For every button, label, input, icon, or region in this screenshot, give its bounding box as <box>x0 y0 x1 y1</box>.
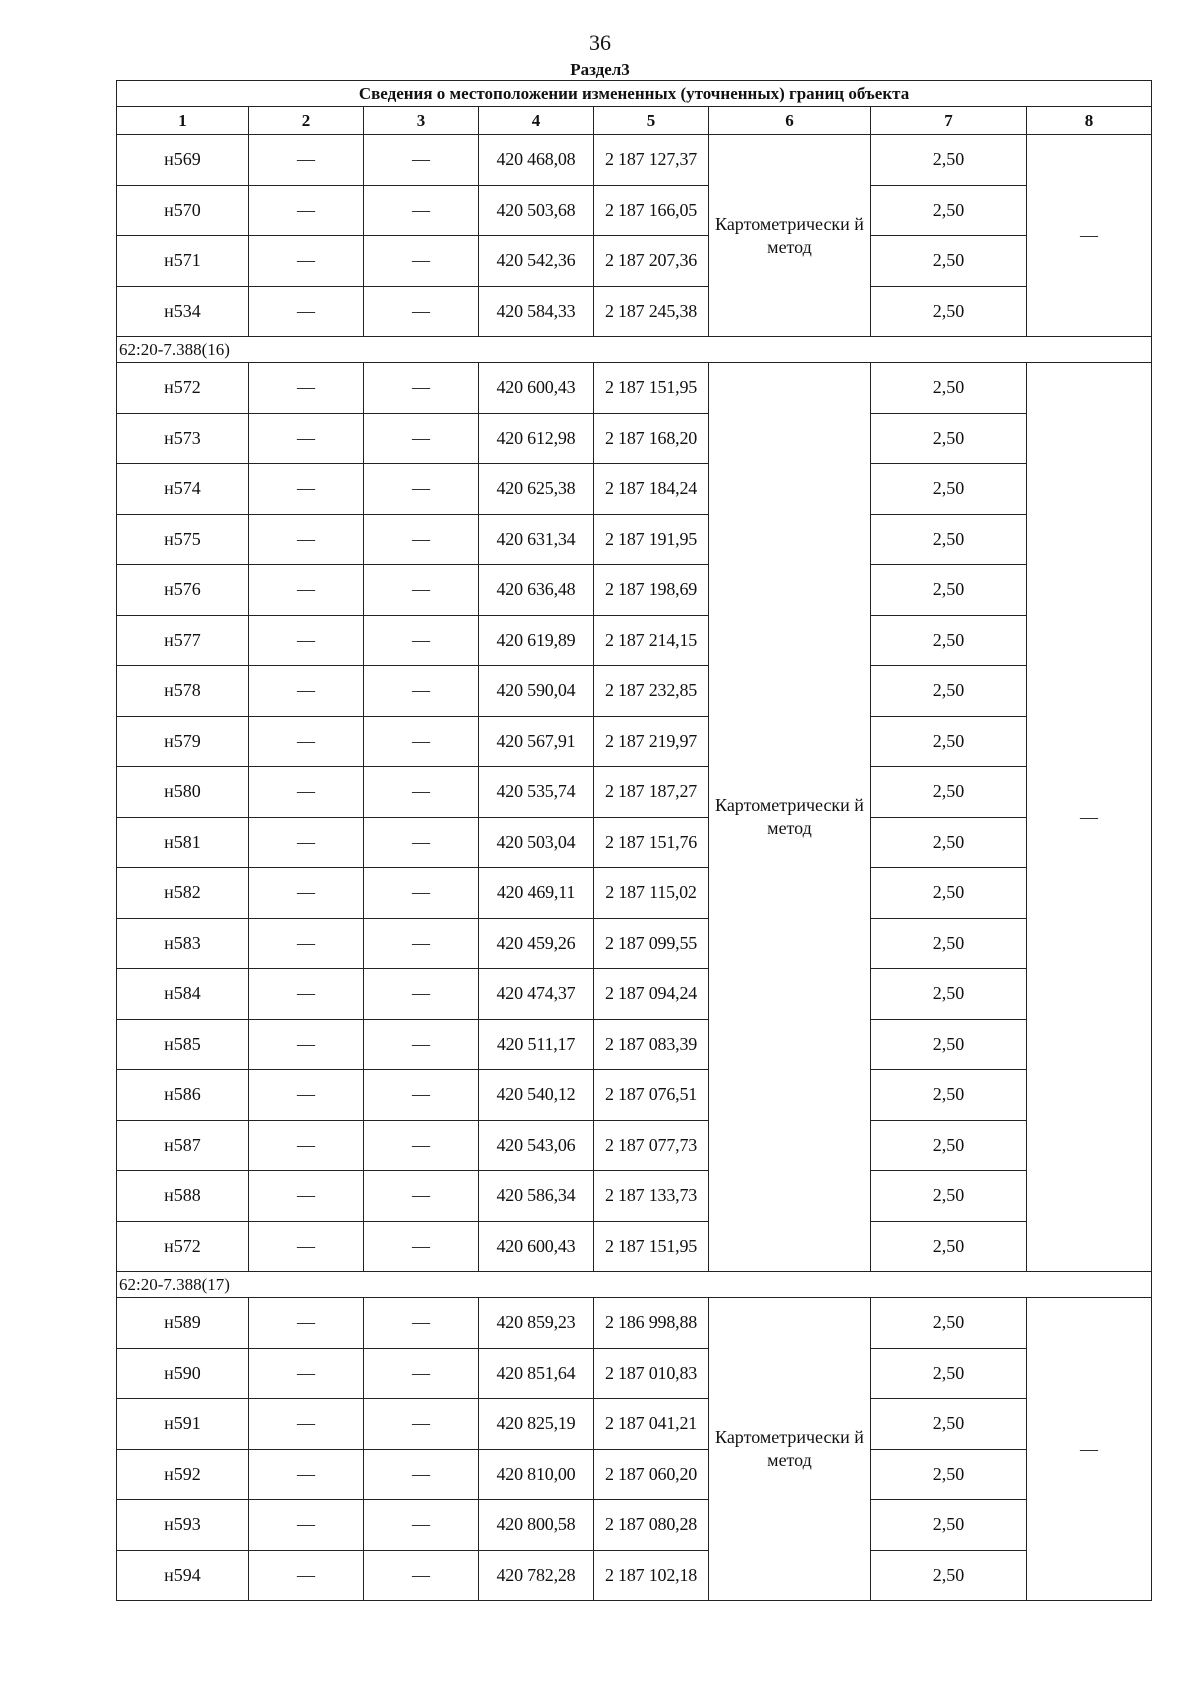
point-name: н585 <box>117 1019 249 1070</box>
cell-col8: — <box>1027 363 1152 1272</box>
cell-col3: — <box>364 185 479 236</box>
table-row <box>117 666 1152 717</box>
coord-x: 420 469,11 <box>479 868 594 919</box>
cell-col3: — <box>364 514 479 565</box>
coord-x: 420 584,33 <box>479 286 594 337</box>
cell-col2: — <box>249 1298 364 1349</box>
parcel-group-row <box>117 337 1152 363</box>
coord-x: 420 636,48 <box>479 565 594 616</box>
point-name: н572 <box>117 1221 249 1272</box>
table-row <box>117 615 1152 666</box>
coord-x: 420 535,74 <box>479 767 594 818</box>
cell-col3: — <box>364 1348 479 1399</box>
coord-y: 2 187 184,24 <box>594 464 709 515</box>
point-name: н581 <box>117 817 249 868</box>
cell-col3: — <box>364 413 479 464</box>
table-body <box>117 135 1152 1601</box>
accuracy: 2,50 <box>871 1120 1027 1171</box>
point-name: н534 <box>117 286 249 337</box>
table-row <box>117 1171 1152 1222</box>
cell-col3: — <box>364 236 479 287</box>
column-header: 5 <box>594 107 709 135</box>
cell-col3: — <box>364 615 479 666</box>
accuracy: 2,50 <box>871 1550 1027 1601</box>
coord-x: 420 619,89 <box>479 615 594 666</box>
page-number: 36 <box>589 30 611 55</box>
coord-x: 420 600,43 <box>479 363 594 414</box>
parcel-number: 62:20-7.388(16) <box>117 337 1152 363</box>
coord-x: 420 631,34 <box>479 514 594 565</box>
cell-col2: — <box>249 767 364 818</box>
table-row <box>117 1500 1152 1551</box>
cell-col3: — <box>364 1019 479 1070</box>
accuracy: 2,50 <box>871 464 1027 515</box>
coord-y: 2 187 133,73 <box>594 1171 709 1222</box>
coord-x: 420 851,64 <box>479 1348 594 1399</box>
cell-col3: — <box>364 464 479 515</box>
accuracy: 2,50 <box>871 236 1027 287</box>
table-row <box>117 413 1152 464</box>
accuracy: 2,50 <box>871 1500 1027 1551</box>
column-header: 2 <box>249 107 364 135</box>
coord-y: 2 187 115,02 <box>594 868 709 919</box>
cell-col3: — <box>364 1120 479 1171</box>
table-row <box>117 135 1152 186</box>
point-name: н570 <box>117 185 249 236</box>
table-row <box>117 1070 1152 1121</box>
cell-col2: — <box>249 1221 364 1272</box>
cell-col2: — <box>249 514 364 565</box>
coord-x: 420 590,04 <box>479 666 594 717</box>
accuracy: 2,50 <box>871 1171 1027 1222</box>
table-row <box>117 236 1152 287</box>
point-name: н589 <box>117 1298 249 1349</box>
point-name: н575 <box>117 514 249 565</box>
coord-x: 420 859,23 <box>479 1298 594 1349</box>
table-row <box>117 868 1152 919</box>
accuracy: 2,50 <box>871 1449 1027 1500</box>
cell-col3: — <box>364 1399 479 1450</box>
parcel-number: 62:20-7.388(17) <box>117 1272 1152 1298</box>
table-row <box>117 1348 1152 1399</box>
table-row <box>117 817 1152 868</box>
table-row <box>117 1120 1152 1171</box>
coord-x: 420 540,12 <box>479 1070 594 1121</box>
cell-col2: — <box>249 464 364 515</box>
cell-col2: — <box>249 817 364 868</box>
point-name: н582 <box>117 868 249 919</box>
cell-col3: — <box>364 1221 479 1272</box>
accuracy: 2,50 <box>871 1399 1027 1450</box>
column-header-row <box>117 107 1152 135</box>
coord-y: 2 187 187,27 <box>594 767 709 818</box>
point-name: н572 <box>117 363 249 414</box>
section-title: Раздел3 <box>570 60 630 79</box>
method-cell: Картометрически й метод <box>709 1298 871 1601</box>
point-name: н584 <box>117 969 249 1020</box>
coord-y: 2 187 083,39 <box>594 1019 709 1070</box>
coord-y: 2 187 191,95 <box>594 514 709 565</box>
table-row <box>117 286 1152 337</box>
coord-x: 420 625,38 <box>479 464 594 515</box>
table-row <box>117 363 1152 414</box>
table-row <box>117 1298 1152 1349</box>
cell-col2: — <box>249 413 364 464</box>
table-row <box>117 464 1152 515</box>
coord-x: 420 468,08 <box>479 135 594 186</box>
cell-col3: — <box>364 868 479 919</box>
cell-col2: — <box>249 1348 364 1399</box>
cell-col2: — <box>249 286 364 337</box>
cell-col2: — <box>249 868 364 919</box>
column-header: 6 <box>709 107 871 135</box>
cell-col3: — <box>364 969 479 1020</box>
accuracy: 2,50 <box>871 286 1027 337</box>
cell-col3: — <box>364 1500 479 1551</box>
point-name: н576 <box>117 565 249 616</box>
accuracy: 2,50 <box>871 1019 1027 1070</box>
coord-y: 2 187 207,36 <box>594 236 709 287</box>
column-header: 3 <box>364 107 479 135</box>
coord-x: 420 503,04 <box>479 817 594 868</box>
coord-y: 2 187 245,38 <box>594 286 709 337</box>
cell-col3: — <box>364 135 479 186</box>
coord-y: 2 187 010,83 <box>594 1348 709 1399</box>
cell-col2: — <box>249 918 364 969</box>
accuracy: 2,50 <box>871 565 1027 616</box>
accuracy: 2,50 <box>871 514 1027 565</box>
table-row <box>117 185 1152 236</box>
cell-col2: — <box>249 969 364 1020</box>
cell-col3: — <box>364 565 479 616</box>
point-name: н583 <box>117 918 249 969</box>
coord-x: 420 782,28 <box>479 1550 594 1601</box>
coordinates-table <box>116 80 1152 1601</box>
coord-y: 2 187 127,37 <box>594 135 709 186</box>
point-name: н588 <box>117 1171 249 1222</box>
accuracy: 2,50 <box>871 363 1027 414</box>
parcel-group-row <box>117 1272 1152 1298</box>
cell-col2: — <box>249 565 364 616</box>
accuracy: 2,50 <box>871 716 1027 767</box>
coord-x: 420 511,17 <box>479 1019 594 1070</box>
coord-y: 2 187 151,95 <box>594 363 709 414</box>
cell-col2: — <box>249 1550 364 1601</box>
coord-y: 2 187 198,69 <box>594 565 709 616</box>
accuracy: 2,50 <box>871 135 1027 186</box>
cell-col2: — <box>249 716 364 767</box>
coord-x: 420 586,34 <box>479 1171 594 1222</box>
cell-col3: — <box>364 817 479 868</box>
coord-x: 420 800,58 <box>479 1500 594 1551</box>
table-row <box>117 918 1152 969</box>
coord-y: 2 187 102,18 <box>594 1550 709 1601</box>
accuracy: 2,50 <box>871 615 1027 666</box>
cell-col8: — <box>1027 135 1152 337</box>
cell-col2: — <box>249 1500 364 1551</box>
point-name: н580 <box>117 767 249 818</box>
coord-x: 420 459,26 <box>479 918 594 969</box>
table-row <box>117 565 1152 616</box>
point-name: н594 <box>117 1550 249 1601</box>
point-name: н590 <box>117 1348 249 1399</box>
coord-x: 420 503,68 <box>479 185 594 236</box>
table-row <box>117 1019 1152 1070</box>
cell-col3: — <box>364 716 479 767</box>
coord-y: 2 187 060,20 <box>594 1449 709 1500</box>
column-header: 4 <box>479 107 594 135</box>
accuracy: 2,50 <box>871 185 1027 236</box>
point-name: н586 <box>117 1070 249 1121</box>
column-header: 8 <box>1027 107 1152 135</box>
coord-y: 2 187 214,15 <box>594 615 709 666</box>
cell-col3: — <box>364 1550 479 1601</box>
table-row <box>117 1221 1152 1272</box>
cell-col3: — <box>364 1298 479 1349</box>
table-row <box>117 969 1152 1020</box>
cell-col2: — <box>249 666 364 717</box>
point-name: н569 <box>117 135 249 186</box>
coord-x: 420 810,00 <box>479 1449 594 1500</box>
accuracy: 2,50 <box>871 1221 1027 1272</box>
coord-y: 2 187 041,21 <box>594 1399 709 1450</box>
column-header: 1 <box>117 107 249 135</box>
cell-col2: — <box>249 135 364 186</box>
coord-y: 2 187 151,95 <box>594 1221 709 1272</box>
point-name: н571 <box>117 236 249 287</box>
cell-col3: — <box>364 1449 479 1500</box>
cell-col2: — <box>249 615 364 666</box>
accuracy: 2,50 <box>871 1070 1027 1121</box>
accuracy: 2,50 <box>871 413 1027 464</box>
accuracy: 2,50 <box>871 969 1027 1020</box>
coord-x: 420 542,36 <box>479 236 594 287</box>
cell-col2: — <box>249 1449 364 1500</box>
cell-col3: — <box>364 918 479 969</box>
cell-col2: — <box>249 236 364 287</box>
cell-col2: — <box>249 363 364 414</box>
cell-col2: — <box>249 1120 364 1171</box>
cell-col3: — <box>364 286 479 337</box>
coord-x: 420 543,06 <box>479 1120 594 1171</box>
table-row <box>117 1449 1152 1500</box>
cell-col3: — <box>364 1171 479 1222</box>
coord-y: 2 187 099,55 <box>594 918 709 969</box>
table-row <box>117 767 1152 818</box>
cell-col3: — <box>364 363 479 414</box>
coord-y: 2 187 076,51 <box>594 1070 709 1121</box>
coord-y: 2 186 998,88 <box>594 1298 709 1349</box>
coord-y: 2 187 219,97 <box>594 716 709 767</box>
point-name: н593 <box>117 1500 249 1551</box>
cell-col2: — <box>249 185 364 236</box>
coord-x: 420 600,43 <box>479 1221 594 1272</box>
column-header: 7 <box>871 107 1027 135</box>
point-name: н577 <box>117 615 249 666</box>
coord-y: 2 187 094,24 <box>594 969 709 1020</box>
point-name: н579 <box>117 716 249 767</box>
coord-y: 2 187 080,28 <box>594 1500 709 1551</box>
cell-col8: — <box>1027 1298 1152 1601</box>
accuracy: 2,50 <box>871 868 1027 919</box>
table-row <box>117 514 1152 565</box>
method-cell: Картометрически й метод <box>709 135 871 337</box>
coord-y: 2 187 168,20 <box>594 413 709 464</box>
point-name: н592 <box>117 1449 249 1500</box>
cell-col3: — <box>364 666 479 717</box>
coord-x: 420 825,19 <box>479 1399 594 1450</box>
accuracy: 2,50 <box>871 817 1027 868</box>
accuracy: 2,50 <box>871 1298 1027 1349</box>
point-name: н591 <box>117 1399 249 1450</box>
coord-x: 420 612,98 <box>479 413 594 464</box>
coord-y: 2 187 077,73 <box>594 1120 709 1171</box>
accuracy: 2,50 <box>871 666 1027 717</box>
coord-x: 420 567,91 <box>479 716 594 767</box>
table-caption: Сведения о местоположении измененных (уточненных) границ объекта <box>117 81 1152 107</box>
cell-col2: — <box>249 1171 364 1222</box>
coord-y: 2 187 151,76 <box>594 817 709 868</box>
coord-y: 2 187 166,05 <box>594 185 709 236</box>
table-row <box>117 1399 1152 1450</box>
point-name: н587 <box>117 1120 249 1171</box>
point-name: н578 <box>117 666 249 717</box>
coord-y: 2 187 232,85 <box>594 666 709 717</box>
method-cell: Картометрически й метод <box>709 363 871 1272</box>
accuracy: 2,50 <box>871 767 1027 818</box>
table-row <box>117 716 1152 767</box>
coord-x: 420 474,37 <box>479 969 594 1020</box>
point-name: н574 <box>117 464 249 515</box>
accuracy: 2,50 <box>871 1348 1027 1399</box>
cell-col2: — <box>249 1399 364 1450</box>
table-row <box>117 1550 1152 1601</box>
cell-col3: — <box>364 767 479 818</box>
point-name: н573 <box>117 413 249 464</box>
cell-col2: — <box>249 1070 364 1121</box>
accuracy: 2,50 <box>871 918 1027 969</box>
cell-col2: — <box>249 1019 364 1070</box>
cell-col3: — <box>364 1070 479 1121</box>
